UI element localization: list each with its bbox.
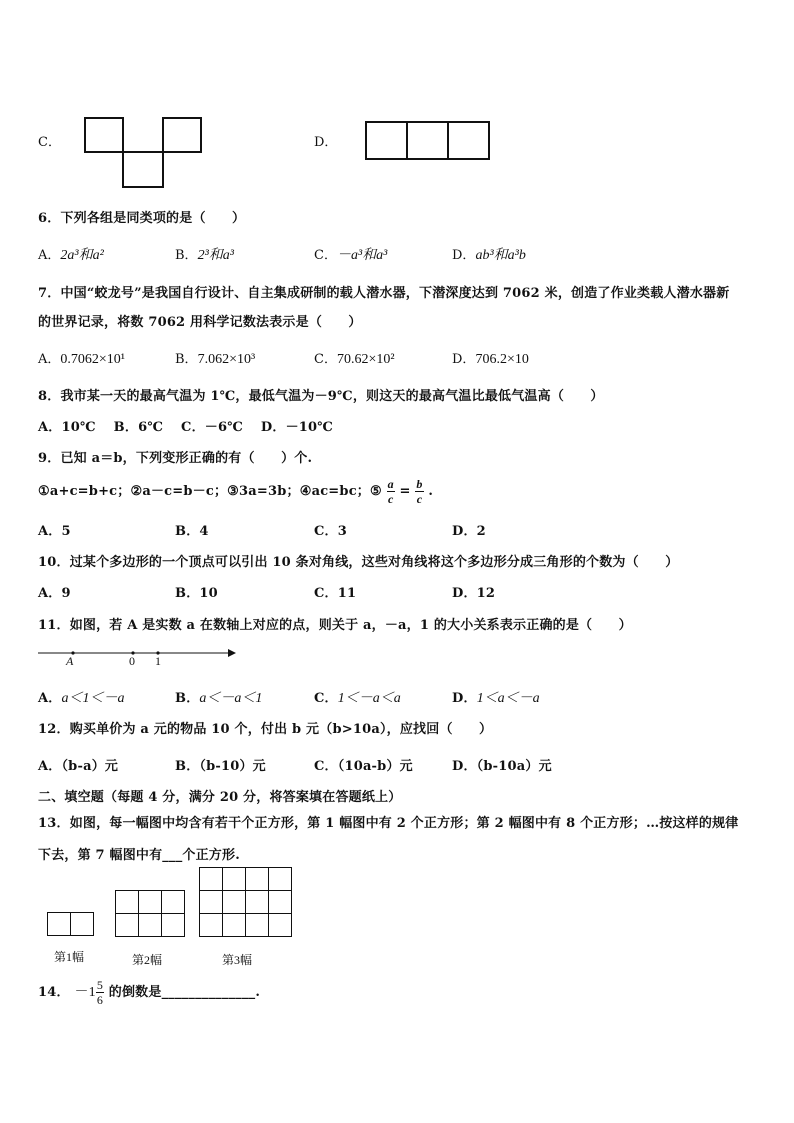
q6-option-d: D．ab³和a³b [452,248,526,263]
q6-option-a: A．2a³和a² [38,248,104,263]
q11-stem: 11．如图，若 A 是实数 a 在数轴上对应的点，则关于 a，－a，1 的大小关系表示正确的是（ ） [38,618,632,633]
q5-option-c-label: C． [38,135,61,150]
number-line-label-a: A [66,654,74,668]
q12-option-a: A．（b-a）元 [38,759,119,774]
q5-option-d-label: D． [314,135,338,150]
q11-option-b: B．a＜－a＜1 [175,691,263,706]
q9-option-a: A．5 [38,524,71,539]
q7-option-c: C．70.62×10² [314,352,395,367]
q10-option-b: B．10 [175,586,218,601]
number-line-label-1: 1 [155,654,161,668]
q11-option-c: C．1＜－a＜a [314,691,401,706]
q7-stem-line2: 的世界记录，将数 7062 用科学记数法表示是（ ） [38,315,362,330]
q12-option-b: B．（b-10）元 [175,759,266,774]
q9-items: ①a+c=b+c；②a－c=b－c；③3a=3b；④ac=bc；⑤ $\frac{a}{c}$ = $\frac{b}{c}$ . [38,477,434,506]
q13-figure-2 [115,890,185,938]
q11-option-a: A．a＜1＜－a [38,691,125,706]
q9-stem: 9．已知 a＝b，下列变形正确的有（ ）个. [38,451,313,466]
q6-option-c: C．－a³和a³ [314,248,388,263]
q8-stem: 8．我市某一天的最高气温为 1℃，最低气温为－9℃，则这天的最高气温比最低气温高（ ） [38,389,604,404]
q6-stem: 6．下列各组是同类项的是（ ） [38,211,246,226]
q10-stem: 10．过某个多边形的一个顶点可以引出 10 条对角线，这些对角线将这个多边形分成三角形的个数为（ ） [38,555,679,570]
q7-stem-line1: 7．中国“蛟龙号”是我国自行设计、自主集成研制的载人潜水器，下潜深度达到 7062 米，创造了作业类载人潜水器新 [38,286,730,301]
q10-option-c: C．11 [314,586,357,601]
q13-caption-1: 第1幅 [54,950,85,964]
q10-option-a: A．9 [38,586,71,601]
q13-figure-1 [47,912,95,937]
q13-caption-3: 第3幅 [222,953,253,967]
q14-fraction: $\frac{5}{6}$ [96,978,104,1007]
section-2-heading: 二、填空题（每题 4 分，满分 20 分，将答案填在答题纸上） [38,790,402,805]
q11-option-d: D．1＜a＜－a [452,691,540,706]
q12-option-c: C．（10a-b）元 [314,759,413,774]
q7-option-b: B．7.062×10³ [175,352,256,367]
q10-option-d: D．12 [452,586,496,601]
q7-option-d: D．706.2×10 [452,352,529,367]
q14-line: 14． －1 $\frac{5}{6}$ 的倒数是______________. [38,978,261,1007]
q9-fraction-a-over-c: $\frac{a}{c}$ [387,477,394,506]
number-line-label-0: 0 [129,654,135,668]
q13-caption-2: 第2幅 [132,953,163,967]
q12-stem: 12．购买单价为 a 元的物品 10 个，付出 b 元（b>10a），应找回（ ） [38,722,493,737]
q6-option-b: B．2³和a³ [175,248,234,263]
q9-option-b: B．4 [175,524,209,539]
q9-option-d: D．2 [452,524,486,539]
q7-option-a: A．0.7062×10¹ [38,352,125,367]
q13-figure-3 [199,867,293,938]
q8-options: A．10℃ B．6℃ C．－6℃ D．－10℃ [38,420,334,435]
q9-fraction-b-over-c: $\frac{b}{c}$ [416,477,423,506]
q13-stem-line1: 13．如图，每一幅图中均含有若干个正方形，第 1 幅图中有 2 个正方形；第 2 幅图中有 8 个正方形；…按这样的规律 [38,816,739,831]
q13-stem-line2: 下去，第 7 幅图中有___个正方形. [38,848,240,863]
q12-option-d: D．（b-10a）元 [452,759,552,774]
q9-option-c: C．3 [314,524,347,539]
